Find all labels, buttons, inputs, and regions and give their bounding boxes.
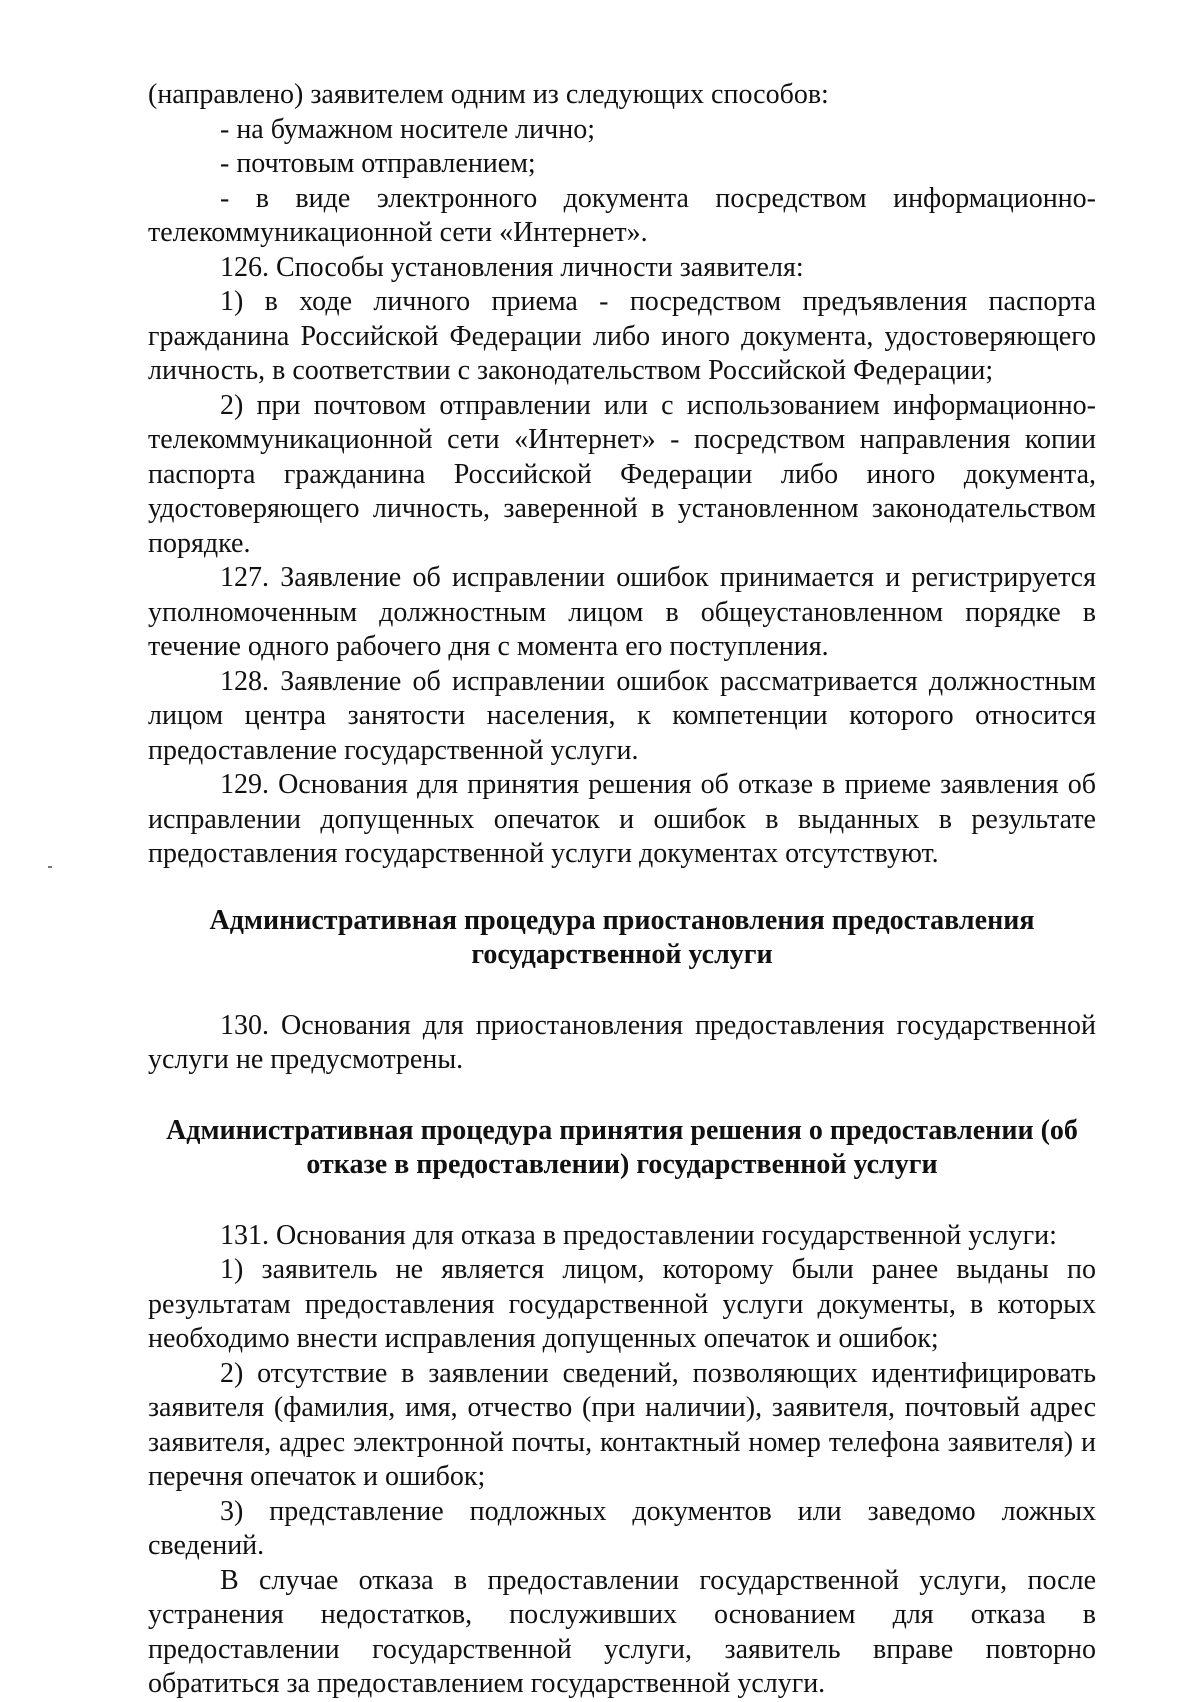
list-item: 1) заявитель не является лицом, которому были ранее выданы по результатам предоставления государственной услуги документы, в которых необходимо внести исправления допущенных опечаток и ошибок;	[148, 1254, 1096, 1354]
section-part2	[148, 1009, 1096, 1078]
clause-131: 131. Основания для отказа в предоставлении государственной услуги:	[220, 1219, 1057, 1251]
clause-126: 126. Способы установления личности заявителя:	[220, 251, 804, 283]
paragraph: В случае отказа в предоставлении государственной услуги, после устранения недостатков, послуживших основанием для отказа в предоставлении государственной услуги, заявитель вправе повторно обратиться за предоставлением государственной услуги.	[148, 1564, 1096, 1699]
section-part3	[148, 1219, 1096, 1702]
list-item: 3) представление подложных документов или заведомо ложных сведений.	[148, 1495, 1096, 1561]
list-item: 1) в ходе личного приема - посредством предъявления паспорта гражданина Российской Федерации либо иного документа, удостоверяющего личность, в соответствии с законодательством Российской Федерации;	[148, 286, 1096, 386]
scan-speck	[48, 866, 52, 868]
paragraph: (направлено) заявителем одним из следующих способов:	[148, 79, 829, 110]
list-item: - почтовым отправлением;	[220, 148, 536, 179]
clause-127: 127. Заявление об исправлении ошибок принимается и регистрируется уполномоченным должностным лицом в общеустановленном порядке в течение одного рабочего дня с момента его поступления.	[148, 562, 1096, 662]
clause-129: 129. Основания для принятия решения об отказе в приеме заявления об исправлении допущенных опечаток и ошибок в выданных в результате предоставления государственной услуги документах отсутствуют.	[148, 769, 1096, 869]
document-body	[148, 78, 1096, 1702]
section-heading-decision: Административная процедура принятия решения о предоставлении (об отказе в предоставлении) государственной услуги	[166, 1114, 1078, 1180]
clause-130: 130. Основания для приостановления предоставления государственной услуги не предусмотрены.	[148, 1009, 1096, 1075]
section-part1	[148, 78, 1096, 872]
list-item: 2) при почтовом отправлении или с использованием информационно-телекоммуникационной сети «Интернет» - посредством направления копии паспорта гражданина Российской Федерации либо иного документа, удостоверяющего личность, заверенной в установленном законодательством порядке.	[148, 389, 1096, 559]
section-heading-suspension: Административная процедура приостановления предоставления государственной услуги	[209, 904, 1035, 970]
list-item: - на бумажном носителе лично;	[220, 113, 595, 145]
list-item: - в виде электронного документа посредством информационно-телекоммуникационной сети «Интернет».	[148, 182, 1096, 248]
list-item: 2) отсутствие в заявлении сведений, позволяющих идентифицировать заявителя (фамилия, имя, отчество (при наличии), заявителя, почтовый адрес заявителя, адрес электронной почты, контактный номер телефона заявителя) и перечня опечаток и ошибок;	[148, 1357, 1096, 1492]
clause-128: 128. Заявление об исправлении ошибок рассматривается должностным лицом центра занятости населения, к компетенции которого относится предоставление государственной услуги.	[148, 665, 1096, 766]
